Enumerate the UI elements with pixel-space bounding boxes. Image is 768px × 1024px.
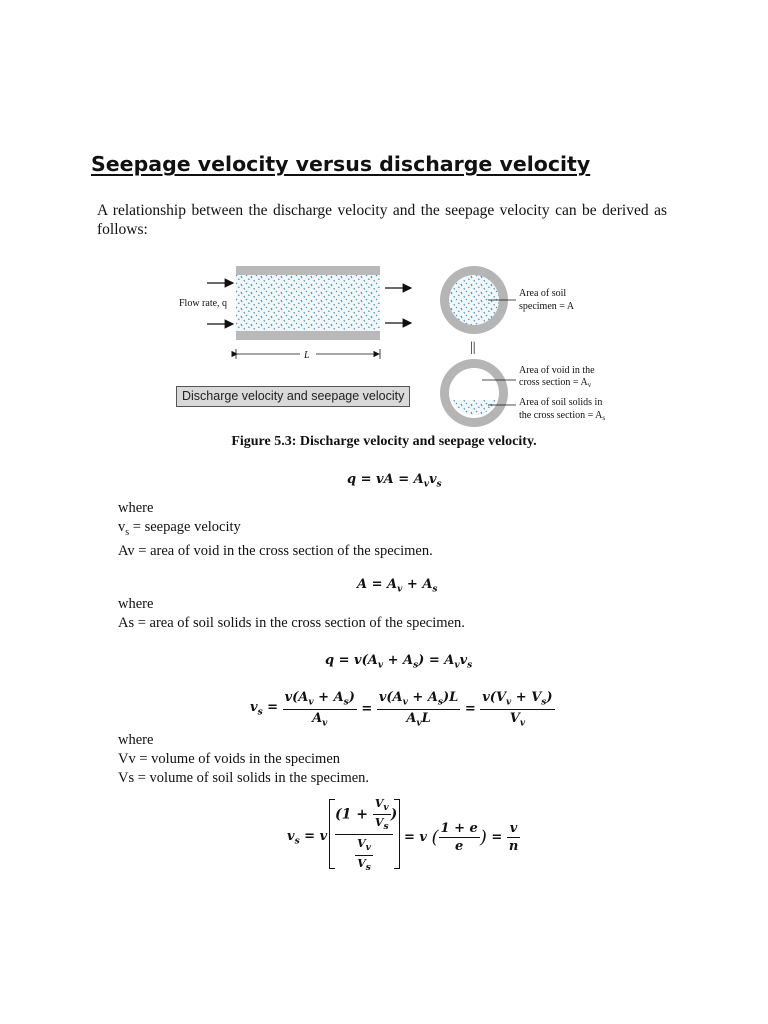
area-soil-label-1: Area of soil bbox=[519, 288, 567, 299]
def-volume-voids: Vv = volume of voids in the specimen bbox=[118, 751, 341, 767]
area-void-label-2: cross section = $A_v$ bbox=[519, 377, 592, 389]
equation-area: $A = A_v + A_s$ bbox=[357, 577, 438, 595]
where-block-2 bbox=[118, 595, 465, 633]
area-solids-label-1: Area of soil solids in bbox=[519, 397, 603, 408]
intro-paragraph: A relationship between the discharge velocity and the seepage velocity can be derived as follows: bbox=[97, 202, 667, 238]
where-label-1: where bbox=[118, 500, 154, 516]
equation-flow-expanded: $q = v(A_v + A_s) = A_vv_s$ bbox=[325, 653, 473, 671]
where-label-2: where bbox=[118, 596, 154, 612]
area-soil-label-2: specimen = A bbox=[519, 301, 575, 312]
area-solids-label-2: the cross section = $A_s$ bbox=[519, 410, 606, 422]
section-title: Seepage velocity versus discharge velocity bbox=[91, 152, 591, 176]
equation-seepage-velocity: $v_s$ = $\frac{v(A_v + A_s)}{A_v}$ = $\frac{v(A_v + A_s)L}{A_vL}$ = $\frac{v(V_v + V_s)}{V_v}$ bbox=[250, 690, 553, 729]
def-area-solids: As = area of soil solids in the cross section of the specimen. bbox=[118, 615, 465, 631]
def-volume-solids: Vs = volume of soil solids in the specimen. bbox=[118, 770, 370, 786]
where-block-1 bbox=[118, 499, 433, 561]
soil-specimen bbox=[236, 275, 380, 331]
def-seepage-velocity: $v_s$ = seepage velocity bbox=[118, 519, 241, 538]
flow-rate-label: Flow rate, q bbox=[179, 298, 228, 309]
where-label-3: where bbox=[118, 732, 154, 748]
length-label: L bbox=[304, 350, 310, 361]
figure-label-box: Discharge velocity and seepage velocity bbox=[176, 386, 410, 407]
equals-sign: || bbox=[470, 340, 476, 355]
tube-top-wall bbox=[236, 266, 380, 275]
figure-caption: Figure 5.3: Discharge velocity and seepage velocity. bbox=[231, 434, 537, 449]
where-block-3 bbox=[118, 731, 369, 788]
def-area-voids: Av = area of void in the cross section of the specimen. bbox=[118, 542, 433, 559]
area-void-label-1: Area of void in the bbox=[519, 365, 595, 376]
tube-bottom-wall bbox=[236, 331, 380, 340]
equation-flow-rate: q = vA = $A_vv_s$ bbox=[347, 472, 442, 490]
